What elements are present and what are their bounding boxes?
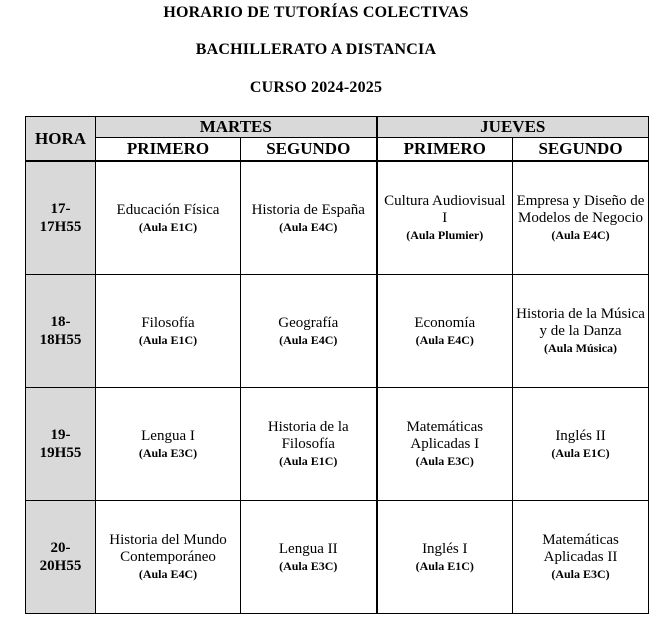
subject-name: Historia de la Filosofía	[267, 419, 349, 452]
subject-cell	[96, 501, 241, 614]
subject-cell	[377, 388, 513, 501]
subject-name: Cultura Audiovisual I	[384, 193, 506, 226]
classroom: (Aula E4C)	[415, 332, 474, 347]
subject-cell	[377, 161, 513, 275]
classroom: (Aula E3C)	[415, 454, 474, 468]
subject-name: Matemáticas Aplicadas I	[406, 419, 484, 452]
course-header: SEGUNDO	[241, 138, 377, 162]
subject-name: Filosofía	[141, 314, 195, 331]
day-header-martes: MARTES	[96, 117, 377, 138]
hora-cell	[26, 388, 96, 501]
subject-cell	[96, 275, 241, 388]
subject-cell	[513, 388, 649, 501]
hora-end: 17H55	[39, 219, 82, 235]
classroom: (Aula E4C)	[279, 219, 338, 234]
hora-start: 18-	[50, 314, 71, 330]
classroom: (Aula E3C)	[279, 558, 338, 573]
hora-start: 19-	[50, 427, 71, 443]
hora-cell	[26, 161, 96, 275]
classroom: (Aula E4C)	[279, 332, 338, 347]
table-row	[26, 501, 649, 614]
subject-name: Historia de España	[251, 201, 365, 218]
subject-cell	[241, 388, 377, 501]
hora-cell	[26, 275, 96, 388]
school-year: CURSO 2024-2025	[249, 79, 383, 96]
course-header: PRIMERO	[377, 138, 513, 162]
classroom: (Aula E1C)	[279, 454, 338, 468]
hora-cell	[26, 501, 96, 614]
hora-start: 20-	[50, 540, 71, 556]
subject-name: Inglés II	[555, 427, 606, 444]
subject-name: Economía	[414, 314, 476, 331]
subject-cell	[513, 501, 649, 614]
subject-name: Historia del Mundo Contemporáneo	[109, 532, 227, 565]
course-header: SEGUNDO	[513, 138, 649, 162]
table-row	[26, 275, 649, 388]
subject-cell	[377, 275, 513, 388]
document-title: HORARIO DE TUTORÍAS COLECTIVAS	[163, 4, 469, 21]
hora-end: 19H55	[39, 445, 82, 461]
subject-name: Empresa y Diseño de Modelos de Negocio	[516, 193, 645, 226]
subject-name: Lengua I	[141, 427, 195, 444]
schedule-table	[25, 116, 649, 614]
subject-cell	[241, 161, 377, 275]
classroom: (Aula E4C)	[138, 567, 198, 581]
table-row	[26, 388, 649, 501]
hora-end: 20H55	[39, 558, 82, 574]
hora-header: HORA	[26, 117, 96, 162]
course-header: PRIMERO	[96, 138, 241, 162]
classroom: (Aula E1C)	[138, 332, 198, 347]
subject-name: Educación Física	[116, 201, 220, 218]
classroom: (Aula E1C)	[415, 558, 474, 573]
classroom: (Aula E1C)	[138, 219, 198, 234]
classroom: (Aula Plumier)	[406, 228, 484, 242]
subject-name: Historia de la Música y de la Danza	[516, 306, 645, 339]
subject-name: Inglés I	[422, 540, 468, 557]
classroom: (Aula E3C)	[138, 445, 198, 460]
subject-name: Lengua II	[278, 540, 338, 557]
document-subtitle: BACHILLERATO A DISTANCIA	[195, 41, 437, 58]
subject-cell	[513, 161, 649, 275]
subject-cell	[96, 161, 241, 275]
hora-end: 18H55	[39, 332, 82, 348]
subject-cell	[241, 275, 377, 388]
classroom: (Aula E4C)	[551, 228, 610, 242]
classroom: (Aula Música)	[544, 341, 618, 355]
subject-cell	[513, 275, 649, 388]
hora-start: 17-	[50, 201, 71, 217]
subject-name: Matemáticas Aplicadas II	[542, 532, 619, 565]
subject-cell	[241, 501, 377, 614]
subject-cell	[96, 388, 241, 501]
day-header-jueves: JUEVES	[377, 117, 649, 138]
classroom: (Aula E1C)	[551, 445, 610, 460]
table-row	[26, 161, 649, 275]
subject-cell	[377, 501, 513, 614]
subject-name: Geografía	[278, 314, 339, 331]
classroom: (Aula E3C)	[551, 567, 610, 581]
